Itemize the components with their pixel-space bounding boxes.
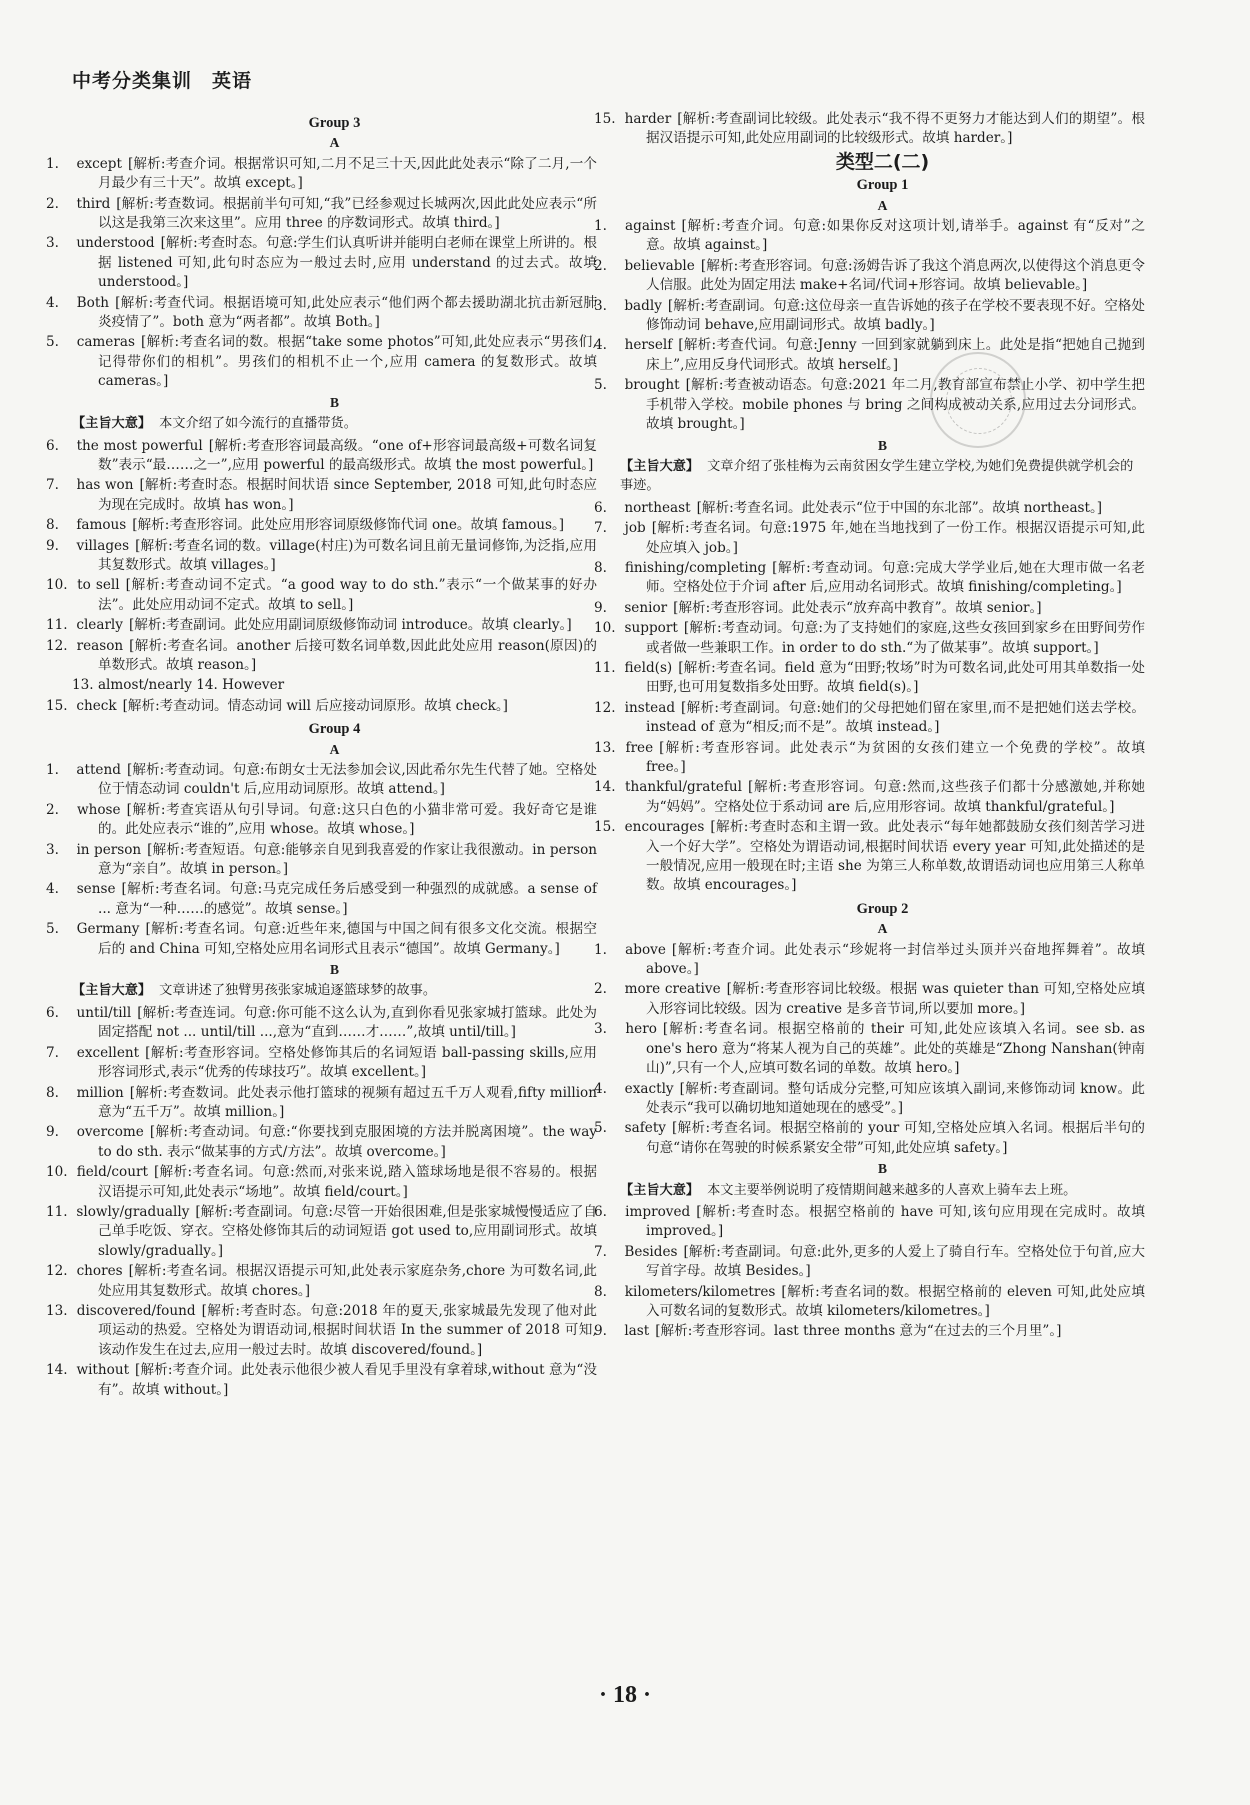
item-explanation: [解析:考查形容词。last three months 意为“在过去的三个月里”。] [655,1323,1062,1340]
answer-item: 8. famous [解析:考查形容词。此处应用形容词原级修饰代词 one。故填 famous。] [46,517,565,534]
answer-item: 5. Germany [解析:考查名词。句意:近些年来,德国与中国之间有很多文化交流。根据空后的 and China 可知,空格处应用名词形式且表示“德国”。故填 Germany。] [46,921,597,957]
item-explanation: [解析:考查副词。句意:这位母亲一直告诉她的孩子在学校不要表现不好。空格处修饰动词 behave,应用副词形式。故填 badly。] [646,297,1145,334]
item-explanation: [解析:考查形容词。此处表示“放弃高中教育”。故填 senior。] [673,599,1042,616]
item-answer: safety [624,1120,666,1137]
item-explanation: [解析:考查名词。根据空格前的 their 可知,此处应该填入名词。see sb. as one's hero 意为“将某人视为自己的英雄”。此处的英雄是“Zhong Nanshan(钟南山)”,只有一个人,应填可数名词的单数。故填 hero。] [646,1021,1145,1077]
group-heading: Group 2 [856,900,909,917]
main-idea-text: 文章介绍了张桂梅为云南贫困女学生建立学校,为她们免费提供就学机会的事迹。 [620,458,1134,494]
answer-item: 12. reason [解析:考查名词。another 后接可数名词单数,因此此处应用 reason(原因)的单数形式。故填 reason。] [46,637,597,673]
answer-item: 10. field/court [解析:考查名词。句意:然而,对张来说,踏入篮球场地是很不容易的。根据汉语提示可知,此处表示“场地”。故填 field/court。] [46,1164,597,1200]
group-heading: Group 3 [308,115,361,131]
item-explanation: [解析:考查名词。field 意为“田野;牧场”时为可数名词,此处可用其单数指一处田野,也可用复数指多处田野。故填 field(s)。] [646,659,1145,696]
answer-item: 11. field(s) [解析:考查名词。field 意为“田野;牧场”时为可数名词,此处可用其单数指一处田野,也可用复数指多处田野。故填 field(s)。] [594,659,1145,696]
main-idea-tag: 【主旨大意】 [620,1182,700,1198]
item-answer: except [76,155,122,172]
item-explanation: [解析:考查副词。整句话成分完整,可知应该填入副词,来修饰动词 know。此处表示“我可以确切地知道她现在的感受”。] [646,1080,1145,1116]
item-explanation: [解析:考查动词。句意:完成大学学业后,她在大理市做一名老师。空格处位于介词 after 后,应用动名词形式。故填 finishing/completing。] [646,559,1145,596]
item-explanation: [解析:考查时态和主谓一致。此处表示“每年她都鼓励女孩们刻苦学习进入一个好大学”。空格处为谓语动词,根据时间状语 every year 可知,此处描述的是一般情况,应用一般现在时;主语 she 为第三人称单数,故谓语动词也应用第三人称单数。故填 encourages。] [646,819,1145,894]
item-answer: has won [76,477,134,494]
answer-item: 8. million [解析:考查数词。此处表示他打篮球的视频有超过五千万人观看,fifty million 意为“五千万”。故填 million。] [46,1084,597,1120]
item-explanation: [解析:考查副词。句意:尽管一开始很困难,但是张家城慢慢适应了自己单手吃饭、穿衣。空格处修饰其后的动词短语 got used to,应用副词形式。故填 slowly/gradually。] [98,1203,597,1259]
answer-item: 3. understood [解析:考查时态。句意:学生们认真听讲并能明白老师在课堂上所讲的。根据 listened 可知,此句时态应为一般过去时,应用 understand 的过去式。故填 understood。] [46,235,597,291]
item-answer: support [624,620,678,637]
item-answer: Germany [76,921,140,938]
item-explanation: [解析:考查名词的数。village(村庄)为可数名词且前无量词修饰,为泛指,应用其复数形式。故填 villages。] [98,537,597,573]
main-idea [620,457,1145,496]
item-explanation: [解析:考查形容词。空格处修饰其后的名词短语 ball-passing skills,应用形容词形式,表示“优秀的传球技巧”。故填 excellent。] [98,1044,597,1081]
answer-item: 12. instead [解析:考查副词。句意:她们的父母把她们留在家里,而不是把她们送去学校。instead of 意为“相反;而不是”。故填 instead。] [594,699,1145,736]
subject-label: 英语 [212,70,253,92]
right-column [594,110,1146,1680]
answer-item: 9. last [解析:考查形容词。last three months 意为“在过去的三个月里”。] [594,1323,1062,1340]
item-explanation: [解析:考查副词。此处应用副词原级修饰动词 introduce。故填 clearly。] [128,617,572,634]
item-answer: villages [76,537,130,554]
item-explanation: [解析:考查短语。句意:能够亲自见到我喜爱的作家让我很激动。in person 意为“亲自”。故填 in person。] [98,841,598,878]
main-idea [620,1181,1145,1200]
main-idea [72,981,597,1000]
answer-item: 4. exactly [解析:考查副词。整句话成分完整,可知应该填入副词,来修饰动词 know。此处表示“我可以确切地知道她现在的感受”。] [594,1080,1145,1116]
item-explanation: [解析:考查时态。根据空格前的 have 可知,该句应用现在完成时。故填 improved。] [646,1203,1145,1240]
section-letter: B [877,1161,887,1177]
item-answer: badly [624,297,662,314]
item-explanation: [解析:考查介词。此处表示“珍妮将一封信举过头顶并兴奋地挥舞着”。故填 above。] [646,941,1146,978]
item-answer: overcome [76,1124,144,1141]
item-answer: Besides [624,1243,678,1260]
answer-item: 9. villages [解析:考查名词的数。village(村庄)为可数名词且前无量词修饰,为泛指,应用其复数形式。故填 villages。] [46,537,597,573]
item-explanation: [解析:考查形容词。此处表示“为贫困的女孩们建立一个免费的学校”。故填 free。] [646,739,1146,775]
answer-item: 11. slowly/gradually [解析:考查副词。句意:尽管一开始很困难,但是张家城慢慢适应了自己单手吃饭、穿衣。空格处修饰其后的动词短语 got used to,应用副词形式。故填 slowly/gradually。] [46,1203,597,1259]
answer-item: 8. finishing/completing [解析:考查动词。句意:完成大学学业后,她在大理市做一名老师。空格处位于介词 after 后,应用动名词形式。故填 finishing/completing。] [594,559,1145,596]
item-explanation: [解析:考查动词不定式。“a good way to do sth.”表示“一个做某事的好办法”。此处应用动词不定式。故填 to sell。] [98,577,597,613]
answer-item: 4. sense [解析:考查名词。句意:马克完成任务后感受到一种强烈的成就感。a sense of ... 意为“一种……的感觉”。故填 sense。] [46,881,597,917]
item-explanation: [解析:考查介词。此处表示他很少被人看见手里没有拿着球,without 意为“没有”。故填 without。] [98,1362,598,1398]
item-answer: to sell [77,577,120,594]
item-answer: chores [76,1263,123,1280]
answer-item: 7. excellent [解析:考查形容词。空格处修饰其后的名词短语 ball-passing skills,应用形容词形式,表示“优秀的传球技巧”。故填 excellent。] [46,1044,597,1081]
item-answer: excellent [76,1044,140,1061]
item-explanation: [解析:考查时态。句意:2018 年的夏天,张家城最先发现了他对此项运动的热爱。空格处为谓语动词,根据时间状语 In the summer of 2018 可知,该动作发生在过去,应用一般过去时。故填 discovered/found。] [98,1302,597,1358]
item-answer: northeast [624,499,691,516]
item-answer: job [624,520,646,537]
group-heading: Group 1 [856,177,909,194]
answer-item: 1. attend [解析:考查动词。句意:布朗女士无法参加会议,因此希尔先生代替了她。空格处位于情态动词 couldn't 后,应用动词原形。故填 attend。] [46,762,597,798]
item-explanation: [解析:考查名词。根据汉语提示可知,此处表示家庭杂务,chore 为可数名词,此处应用其复数形式。故填 chores。] [98,1263,597,1299]
item-answer: instead [624,699,676,716]
item-explanation: [解析:考查被动语态。句意:2021 年二月,教育部宣布禁止小学、初中学生把手机带入学校。mobile phones 与 bring 之间构成被动关系,应用过去分词形式。故填 brought。] [646,377,1145,433]
answer-item: 10. to sell [解析:考查动词不定式。“a good way to do sth.”表示“一个做某事的好办法”。此处应用动词不定式。故填 to sell。] [46,577,597,613]
answer-item: 3. badly [解析:考查副词。句意:这位母亲一直告诉她的孩子在学校不要表现不好。空格处修饰动词 behave,应用副词形式。故填 badly。] [594,297,1145,334]
item-explanation: [解析:考查名词。another 后接可数名词单数,因此此处应用 reason(原因)的单数形式。故填 reason。] [98,637,597,673]
section-letter: A [329,135,340,151]
answer-line: 13. almost/nearly 14. However [72,677,285,694]
answer-item: 2. believable [解析:考查形容词。句意:汤姆告诉了我这个消息两次,以使得这个消息更令人信服。此处为固定用法 make+名词/代词+形容词。故填 believable。] [594,257,1145,294]
item-explanation: [解析:考查介词。根据常识可知,二月不足三十天,因此此处表示“除了二月,一个月最少有三十天”。故填 except。] [98,155,597,192]
main-idea-text: 本文介绍了如今流行的直播带货。 [159,416,357,432]
item-answer: clearly [76,617,123,634]
item-explanation: [解析:考查形容词比较级。根据 was quieter than 可知,空格处应填入形容词比较级。因为 creative 是多音节词,所以要加 more。] [646,981,1146,1017]
answer-item: 2. third [解析:考查数词。根据前半句可知,“我”已经参观过长城两次,因此此处应表示“所以这是我第三次来这里”。应用 three 的序数词形式。故填 third。] [46,195,597,232]
answer-item: 15. check [解析:考查动词。情态动词 will 后应接动词原形。故填 check。] [46,697,508,714]
item-answer: famous [76,517,127,534]
item-explanation: [解析:考查名词。句意:近些年来,德国与中国之间有很多文化交流。根据空后的 and China 可知,空格处应用名词形式且表示“德国”。故填 Germany。] [98,921,597,957]
main-idea-tag: 【主旨大意】 [72,416,152,432]
section-letter: A [877,197,888,213]
item-explanation: [解析:考查副词比较级。此处表示“我不得不更努力才能达到人们的期望”。根据汉语提示可知,此处应用副词的比较级形式。故填 harder。] [646,111,1146,147]
item-answer: thankful/grateful [625,779,742,796]
item-answer: understood [76,235,155,252]
item-answer: encourages [624,819,705,836]
item-answer: finishing/completing [624,559,767,576]
item-answer: check [76,697,117,714]
item-answer: improved [625,1203,691,1220]
item-answer: hero [625,1021,657,1038]
item-explanation: [解析:考查动词。句意:布朗女士无法参加会议,因此希尔先生代替了她。空格处位于情态动词 couldn't 后,应用动词原形。故填 attend。] [98,762,597,798]
answer-item: 5. cameras [解析:考查名词的数。根据“take some photos”可知,此处应表示“男孩们,记得带你们的相机”。男孩们的相机不止一个,应用 camera 的复数形式。故填 cameras。] [46,334,597,390]
item-explanation: [解析:考查动词。句意:“你要找到克服困境的方法并脱离困境”。the way to do sth. 表示“做某事的方式/方法”。故填 overcome。] [98,1124,597,1160]
item-answer: cameras [76,334,135,351]
item-explanation: [解析:考查代词。根据语境可知,此处应表示“他们两个都去援助湖北抗击新冠肺炎疫情了”。both 意为“两者都”。故填 Both。] [98,294,598,331]
section-letter: B [329,394,339,410]
item-answer: kilometers/kilometres [624,1283,776,1300]
answer-item: 3. hero [解析:考查名词。根据空格前的 their 可知,此处应该填入名词。see sb. as one's hero 意为“将某人视为自己的英雄”。此处的英雄是“Zhong Nanshan(钟南山)”,只有一个人,应填可数名词的单数。故填 hero。] [594,1021,1145,1077]
item-answer: brought [624,377,680,394]
item-explanation: [解析:考查副词。句意:她们的父母把她们留在家里,而不是把她们送去学校。instead of 意为“相反;而不是”。故填 instead。] [646,699,1145,736]
answer-item: 6. until/till [解析:考查连词。句意:你可能不这么认为,直到你看见张家城打篮球。此处为固定搭配 not ... until/till ...,意为“直到……才……”,故填 until/till。] [46,1004,597,1041]
type-heading: 类型二(二) [835,150,930,173]
section-letter: B [329,962,339,978]
answer-item: 7. job [解析:考查名词。句意:1975 年,她在当地找到了一份工作。根据汉语提示可知,此处应填入 job。] [594,520,1145,556]
book-title: 中考分类集训 [72,70,193,92]
answer-item: 14. without [解析:考查介词。此处表示他很少被人看见手里没有拿着球,without 意为“没有”。故填 without。] [46,1362,598,1398]
watermark-stamp [930,352,1026,448]
item-explanation: [解析:考查动词。情态动词 will 后应接动词原形。故填 check。] [122,697,508,714]
left-column [46,110,598,1680]
answer-item: 1. against [解析:考查介词。句意:如果你反对这项计划,请举手。against 有“反对”之意。故填 against。] [594,218,1145,254]
answer-item: 9. overcome [解析:考查动词。句意:“你要找到克服困境的方法并脱离困境”。the way to do sth. 表示“做某事的方式/方法”。故填 overcome。] [46,1124,597,1160]
item-explanation: [解析:考查形容词。此处应用形容词原级修饰代词 one。故填 famous。] [132,517,565,534]
item-answer: reason [76,637,124,654]
answer-item: 2. more creative [解析:考查形容词比较级。根据 was quieter than 可知,空格处应填入形容词比较级。因为 creative 是多音节词,所以要加 more。] [594,981,1146,1017]
item-answer: last [624,1323,650,1340]
item-answer: without [76,1362,130,1379]
item-explanation: [解析:考查名词。根据空格前的 your 可知,空格处应填入名词。根据后半句的句意“请你在驾驶的时候系紧安全带”可知,此处应填 safety。] [646,1120,1145,1156]
item-answer: the most powerful [76,437,203,454]
section-letter: A [329,741,340,757]
item-answer: above [625,941,666,958]
answer-item: 4. Both [解析:考查代词。根据语境可知,此处应表示“他们两个都去援助湖北抗击新冠肺炎疫情了”。both 意为“两者都”。故填 Both。] [46,294,598,331]
answer-item: 5. safety [解析:考查名词。根据空格前的 your 可知,空格处应填入名词。根据后半句的句意“请你在驾驶的时候系紧安全带”可知,此处应填 safety。] [594,1120,1145,1156]
main-idea-tag: 【主旨大意】 [72,983,152,999]
item-answer: herself [624,337,673,354]
answer-item: 1. except [解析:考查介词。根据常识可知,二月不足三十天,因此此处表示“除了二月,一个月最少有三十天”。故填 except。] [46,155,597,192]
item-answer: million [76,1084,124,1101]
answer-item: 5. brought [解析:考查被动语态。句意:2021 年二月,教育部宣布禁止小学、初中学生把手机带入学校。mobile phones 与 bring 之间构成被动关系,应用过去分词形式。故填 brought。] [594,377,1145,433]
item-explanation: [解析:考查数词。此处表示他打篮球的视频有超过五千万人观看,fifty million 意为“五千万”。故填 million。] [98,1084,597,1120]
answer-item: 6. improved [解析:考查时态。根据空格前的 have 可知,该句应用现在完成时。故填 improved。] [594,1203,1145,1240]
item-answer: until/till [76,1004,132,1021]
answer-item: 3. in person [解析:考查短语。句意:能够亲自见到我喜爱的作家让我很激动。in person 意为“亲自”。故填 in person。] [46,841,598,878]
page-number: · 18 · [598,1682,651,1708]
item-answer: believable [624,257,695,274]
answer-item: 15. encourages [解析:考查时态和主谓一致。此处表示“每年她都鼓励女孩们刻苦学习进入一个好大学”。空格处为谓语动词,根据时间状语 every year 可知,此处描述的是一般情况,应用一般现在时;主语 she 为第三人称单数,故谓语动词也应用第三人称单数。故填 encourages。] [594,819,1145,894]
answer-item: 1. above [解析:考查介词。此处表示“珍妮将一封信举过头顶并兴奋地挥舞着”。故填 above。] [594,941,1146,978]
item-explanation: [解析:考查连词。句意:你可能不这么认为,直到你看见张家城打篮球。此处为固定搭配 not ... until/till ...,意为“直到……才……”,故填 until/till。] [98,1004,597,1041]
answer-item: 7. Besides [解析:考查副词。句意:此外,更多的人爱上了骑自行车。空格处位于句首,应大写首字母。故填 Besides。] [594,1243,1145,1280]
item-explanation: [解析:考查名词的数。根据空格前的 eleven 可知,此处应填入可数名词的复数形式。故填 kilometers/kilometres。] [646,1283,1146,1319]
answer-item: 8. kilometers/kilometres [解析:考查名词的数。根据空格前的 eleven 可知,此处应填入可数名词的复数形式。故填 kilometers/kilometres。] [594,1283,1146,1319]
item-explanation: [解析:考查时态。根据时间状语 since September, 2018 可知,此句时态应为现在完成时。故填 has won。] [98,477,597,513]
item-answer: against [625,218,676,235]
answer-item: 10. support [解析:考查动词。句意:为了支持她们的家庭,这些女孩回到家乡在田野间劳作或者做一些兼职工作。in order to do sth.“为了做某事”。故填 support。] [594,620,1145,656]
answer-item: 2. whose [解析:考查宾语从句引导词。句意:这只白色的小猫非常可爱。我好奇它是谁的。此处应表示“谁的”,应用 whose。故填 whose。] [46,801,598,838]
item-explanation: [解析:考查名词的数。根据“take some photos”可知,此处应表示“男孩们,记得带你们的相机”。男孩们的相机不止一个,应用 camera 的复数形式。故填 cameras。] [98,334,597,390]
item-answer: slowly/gradually [76,1203,190,1220]
answer-item: 7. has won [解析:考查时态。根据时间状语 since September, 2018 可知,此句时态应为现在完成时。故填 has won。] [46,477,597,513]
answer-item: 11. clearly [解析:考查副词。此处应用副词原级修饰动词 introduce。故填 clearly。] [46,617,572,634]
item-explanation: [解析:考查名词。句意:1975 年,她在当地找到了一份工作。根据汉语提示可知,此处应填入 job。] [646,520,1145,556]
item-explanation: [解析:考查名词。句意:马克完成任务后感受到一种强烈的成就感。a sense of ... 意为“一种……的感觉”。故填 sense。] [98,881,597,917]
answer-item: 9. senior [解析:考查形容词。此处表示“放弃高中教育”。故填 senior。] [594,599,1042,616]
item-answer: discovered/found [76,1302,196,1319]
answer-item: 6. the most powerful [解析:考查形容词最高级。“one of+形容词最高级+可数名词复数”表示“最……之一”,应用 powerful 的最高级形式。故填 the most powerful。] [46,437,597,473]
item-answer: exactly [624,1080,674,1097]
item-answer: whose [76,801,121,818]
section-letter: B [877,437,887,453]
main-idea-tag: 【主旨大意】 [620,458,700,474]
main-idea [72,414,597,433]
item-answer: harder [624,111,672,127]
item-explanation: [解析:考查名词。此处表示“位于中国的东北部”。故填 northeast。] [696,499,1103,516]
answer-item: 12. chores [解析:考查名词。根据汉语提示可知,此处表示家庭杂务,chore 为可数名词,此处应用其复数形式。故填 chores。] [46,1263,597,1299]
answer-item: 4. herself [解析:考查代词。句意:Jenny 一回到家就躺到床上。此处是指“把她自己抛到床上”,应用反身代词形式。故填 herself。] [594,337,1145,373]
item-explanation: [解析:考查形容词。句意:然而,这些孩子们都十分感激她,并称她为“妈妈”。空格处位于系动词 are 后,应用形容词。故填 thankful/grateful。] [646,779,1145,815]
answer-item: 15. harder [解析:考查副词比较级。此处表示“我不得不更努力才能达到人们的期望”。根据汉语提示可知,此处应用副词的比较级形式。故填 harder。] [594,111,1146,147]
section-letter: A [877,921,888,937]
answer-item: 6. northeast [解析:考查名词。此处表示“位于中国的东北部”。故填 northeast。] [594,499,1103,516]
group-heading: Group 4 [308,721,361,738]
item-explanation: [解析:考查代词。句意:Jenny 一回到家就躺到床上。此处是指“把她自己抛到床上”,应用反身代词形式。故填 herself。] [646,337,1145,373]
item-answer: more creative [624,981,721,998]
main-idea-text: 本文主要举例说明了疫情期间越来越多的人喜欢上骑车去上班。 [707,1182,1077,1198]
item-explanation: [解析:考查介词。句意:如果你反对这项计划,请举手。against 有“反对”之意。故填 against。] [646,218,1145,254]
item-answer: field/court [76,1164,148,1181]
item-explanation: [解析:考查副词。句意:此外,更多的人爱上了骑自行车。空格处位于句首,应大写首字母。故填 Besides。] [646,1243,1145,1280]
item-answer: free [625,739,654,756]
item-explanation: [解析:考查名词。句意:然而,对张来说,踏入篮球场地是很不容易的。根据汉语提示可知,此处表示“场地”。故填 field/court。] [98,1164,597,1200]
answer-item: 13. discovered/found [解析:考查时态。句意:2018 年的夏天,张家城最先发现了他对此项运动的热爱。空格处为谓语动词,根据时间状语 In the summer of 2018 可知,该动作发生在过去,应用一般过去时。故填 discovered/found。] [46,1302,597,1358]
item-answer: third [76,195,111,212]
item-explanation: [解析:考查动词。句意:为了支持她们的家庭,这些女孩回到家乡在田野间劳作或者做一些兼职工作。in order to do sth.“为了做某事”。故填 support。] [646,620,1145,656]
item-answer: senior [624,599,668,616]
item-explanation: [解析:考查数词。根据前半句可知,“我”已经参观过长城两次,因此此处应表示“所以这是我第三次来这里”。应用 three 的序数词形式。故填 third。] [98,195,597,232]
answer-item: 13. free [解析:考查形容词。此处表示“为贫困的女孩们建立一个免费的学校”。故填 free。] [594,739,1146,775]
item-answer: field(s) [624,659,673,676]
main-idea-text: 文章讲述了独臂男孩张家城追逐篮球梦的故事。 [159,983,437,999]
answer-item: 14. thankful/grateful [解析:考查形容词。句意:然而,这些孩子们都十分感激她,并称她为“妈妈”。空格处位于系动词 are 后,应用形容词。故填 thankful/grateful。] [594,779,1145,815]
item-answer: in person [76,841,142,858]
item-explanation: [解析:考查形容词。句意:汤姆告诉了我这个消息两次,以使得这个消息更令人信服。此处为固定用法 make+名词/代词+形容词。故填 believable。] [646,257,1145,294]
item-answer: Both [76,294,110,311]
item-answer: sense [76,881,116,898]
item-explanation: [解析:考查宾语从句引导词。句意:这只白色的小猫非常可爱。我好奇它是谁的。此处应表示“谁的”,应用 whose。故填 whose。] [98,801,598,838]
item-answer: attend [76,762,121,778]
page-header [72,66,252,93]
item-explanation: [解析:考查时态。句意:学生们认真听讲并能明白老师在课堂上所讲的。根据 listened 可知,此句时态应为一般过去时,应用 understand 的过去式。故填 understood。] [98,235,597,291]
item-explanation: [解析:考查形容词最高级。“one of+形容词最高级+可数名词复数”表示“最……之一”,应用 powerful 的最高级形式。故填 the most powerful。] [98,437,597,473]
